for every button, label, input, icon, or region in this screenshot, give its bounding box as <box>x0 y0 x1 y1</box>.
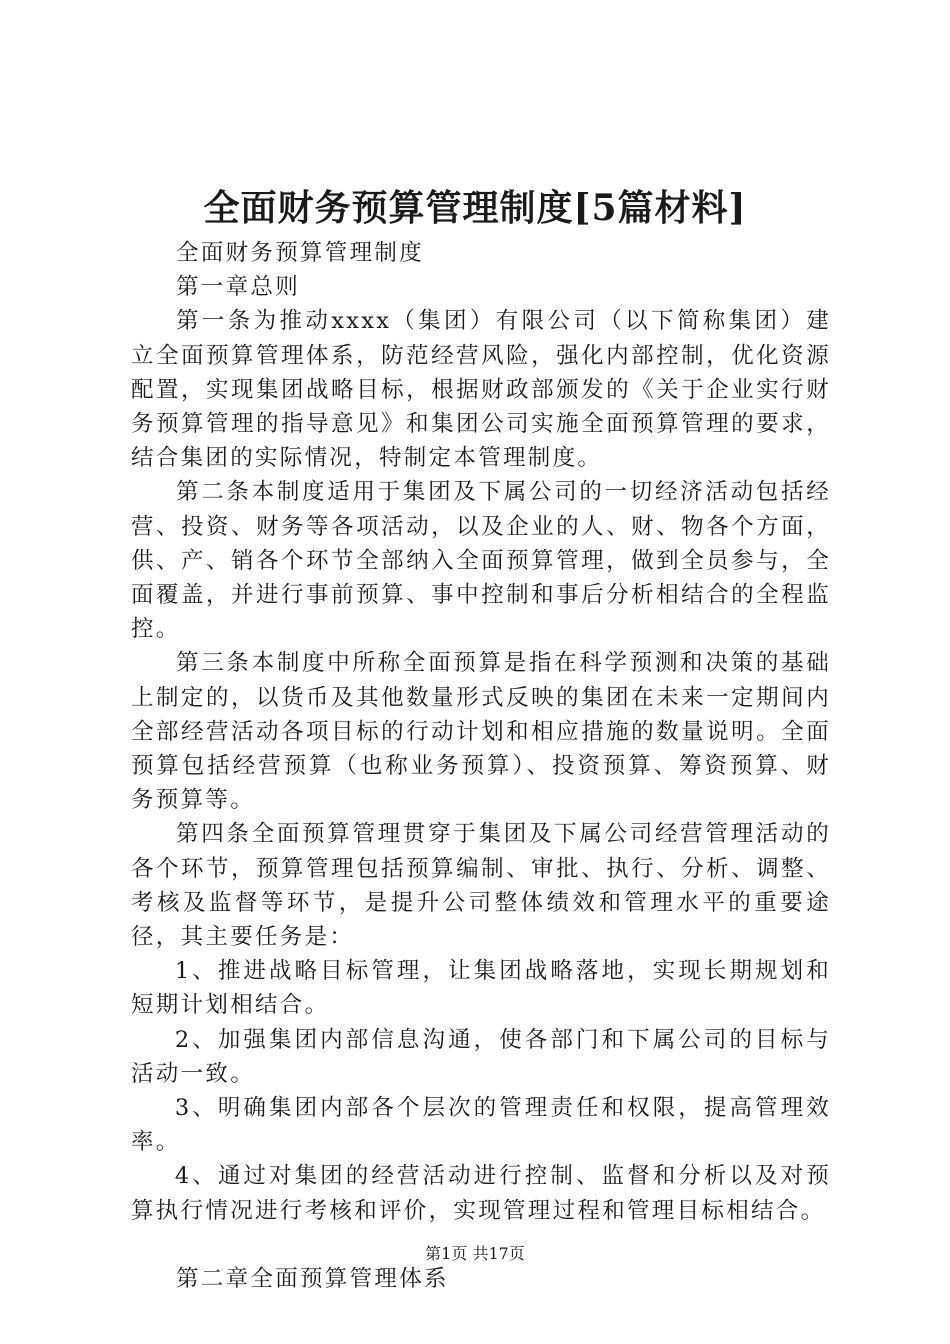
article-paragraph: 第一条为推动xxxx（集团）有限公司（以下简称集团）建立全面预算管理体系，防范经营风险，强化内部控制，优化资源配置，实现集团战略目标，根据财政部颁发的《关于企业实行财务预算管理的指导意见》和集团公司实施全面预算管理的要求，结合集团的实际情况，特制定本管理制度。 <box>131 308 831 472</box>
chapter-heading: 第一章总则 <box>176 274 301 301</box>
list-item: 1、推进战略目标管理，让集团战略落地，实现长期规划和短期计划相结合。 <box>131 958 831 1019</box>
article-paragraph: 第四条全面预算管理贯穿于集团及下属公司经营管理活动的各个环节，预算管理包括预算编制、审批、执行、分析、调整、考核及监督等环节，是提升公司整体绩效和管理水平的重要途径，其主要任务是： <box>131 821 831 951</box>
page-footer: 第1页 共17页 <box>425 1244 525 1263</box>
document-title: 全面财务预算管理制度[5篇材料] <box>203 187 747 229</box>
article-paragraph: 第三条本制度中所称全面预算是指在科学预测和决策的基础上制定的，以货币及其他数量形式反映的集团在未来一定期间内全部经营活动各项目标的行动计划和相应措施的数量说明。全面预算包括经营预算（也称业务预算）、投资预算、筹资预算、财务预算等。 <box>131 650 831 814</box>
chapter-heading: 第二章全面预算管理体系 <box>176 1265 449 1292</box>
list-item: 4、通过对集团的经营活动进行控制、监督和分析以及对预算执行情况进行考核和评价，实现管理过程和管理目标相结合。 <box>131 1163 831 1224</box>
list-item: 2、加强集团内部信息沟通，使各部门和下属公司的目标与活动一致。 <box>131 1026 831 1087</box>
article-paragraph: 第二条本制度适用于集团及下属公司的一切经济活动包括经营、投资、财务等各项活动，以及企业的人、财、物各个方面，供、产、销各个环节全部纳入全面预算管理，做到全员参与，全面覆盖，并进行事前预算、事中控制和事后分析相结合的全程监控。 <box>131 479 831 643</box>
list-item: 3、明确集团内部各个层次的管理责任和权限，提高管理效率。 <box>131 1095 831 1156</box>
subtitle: 全面财务预算管理制度 <box>176 240 425 266</box>
document-body <box>131 236 831 1296</box>
